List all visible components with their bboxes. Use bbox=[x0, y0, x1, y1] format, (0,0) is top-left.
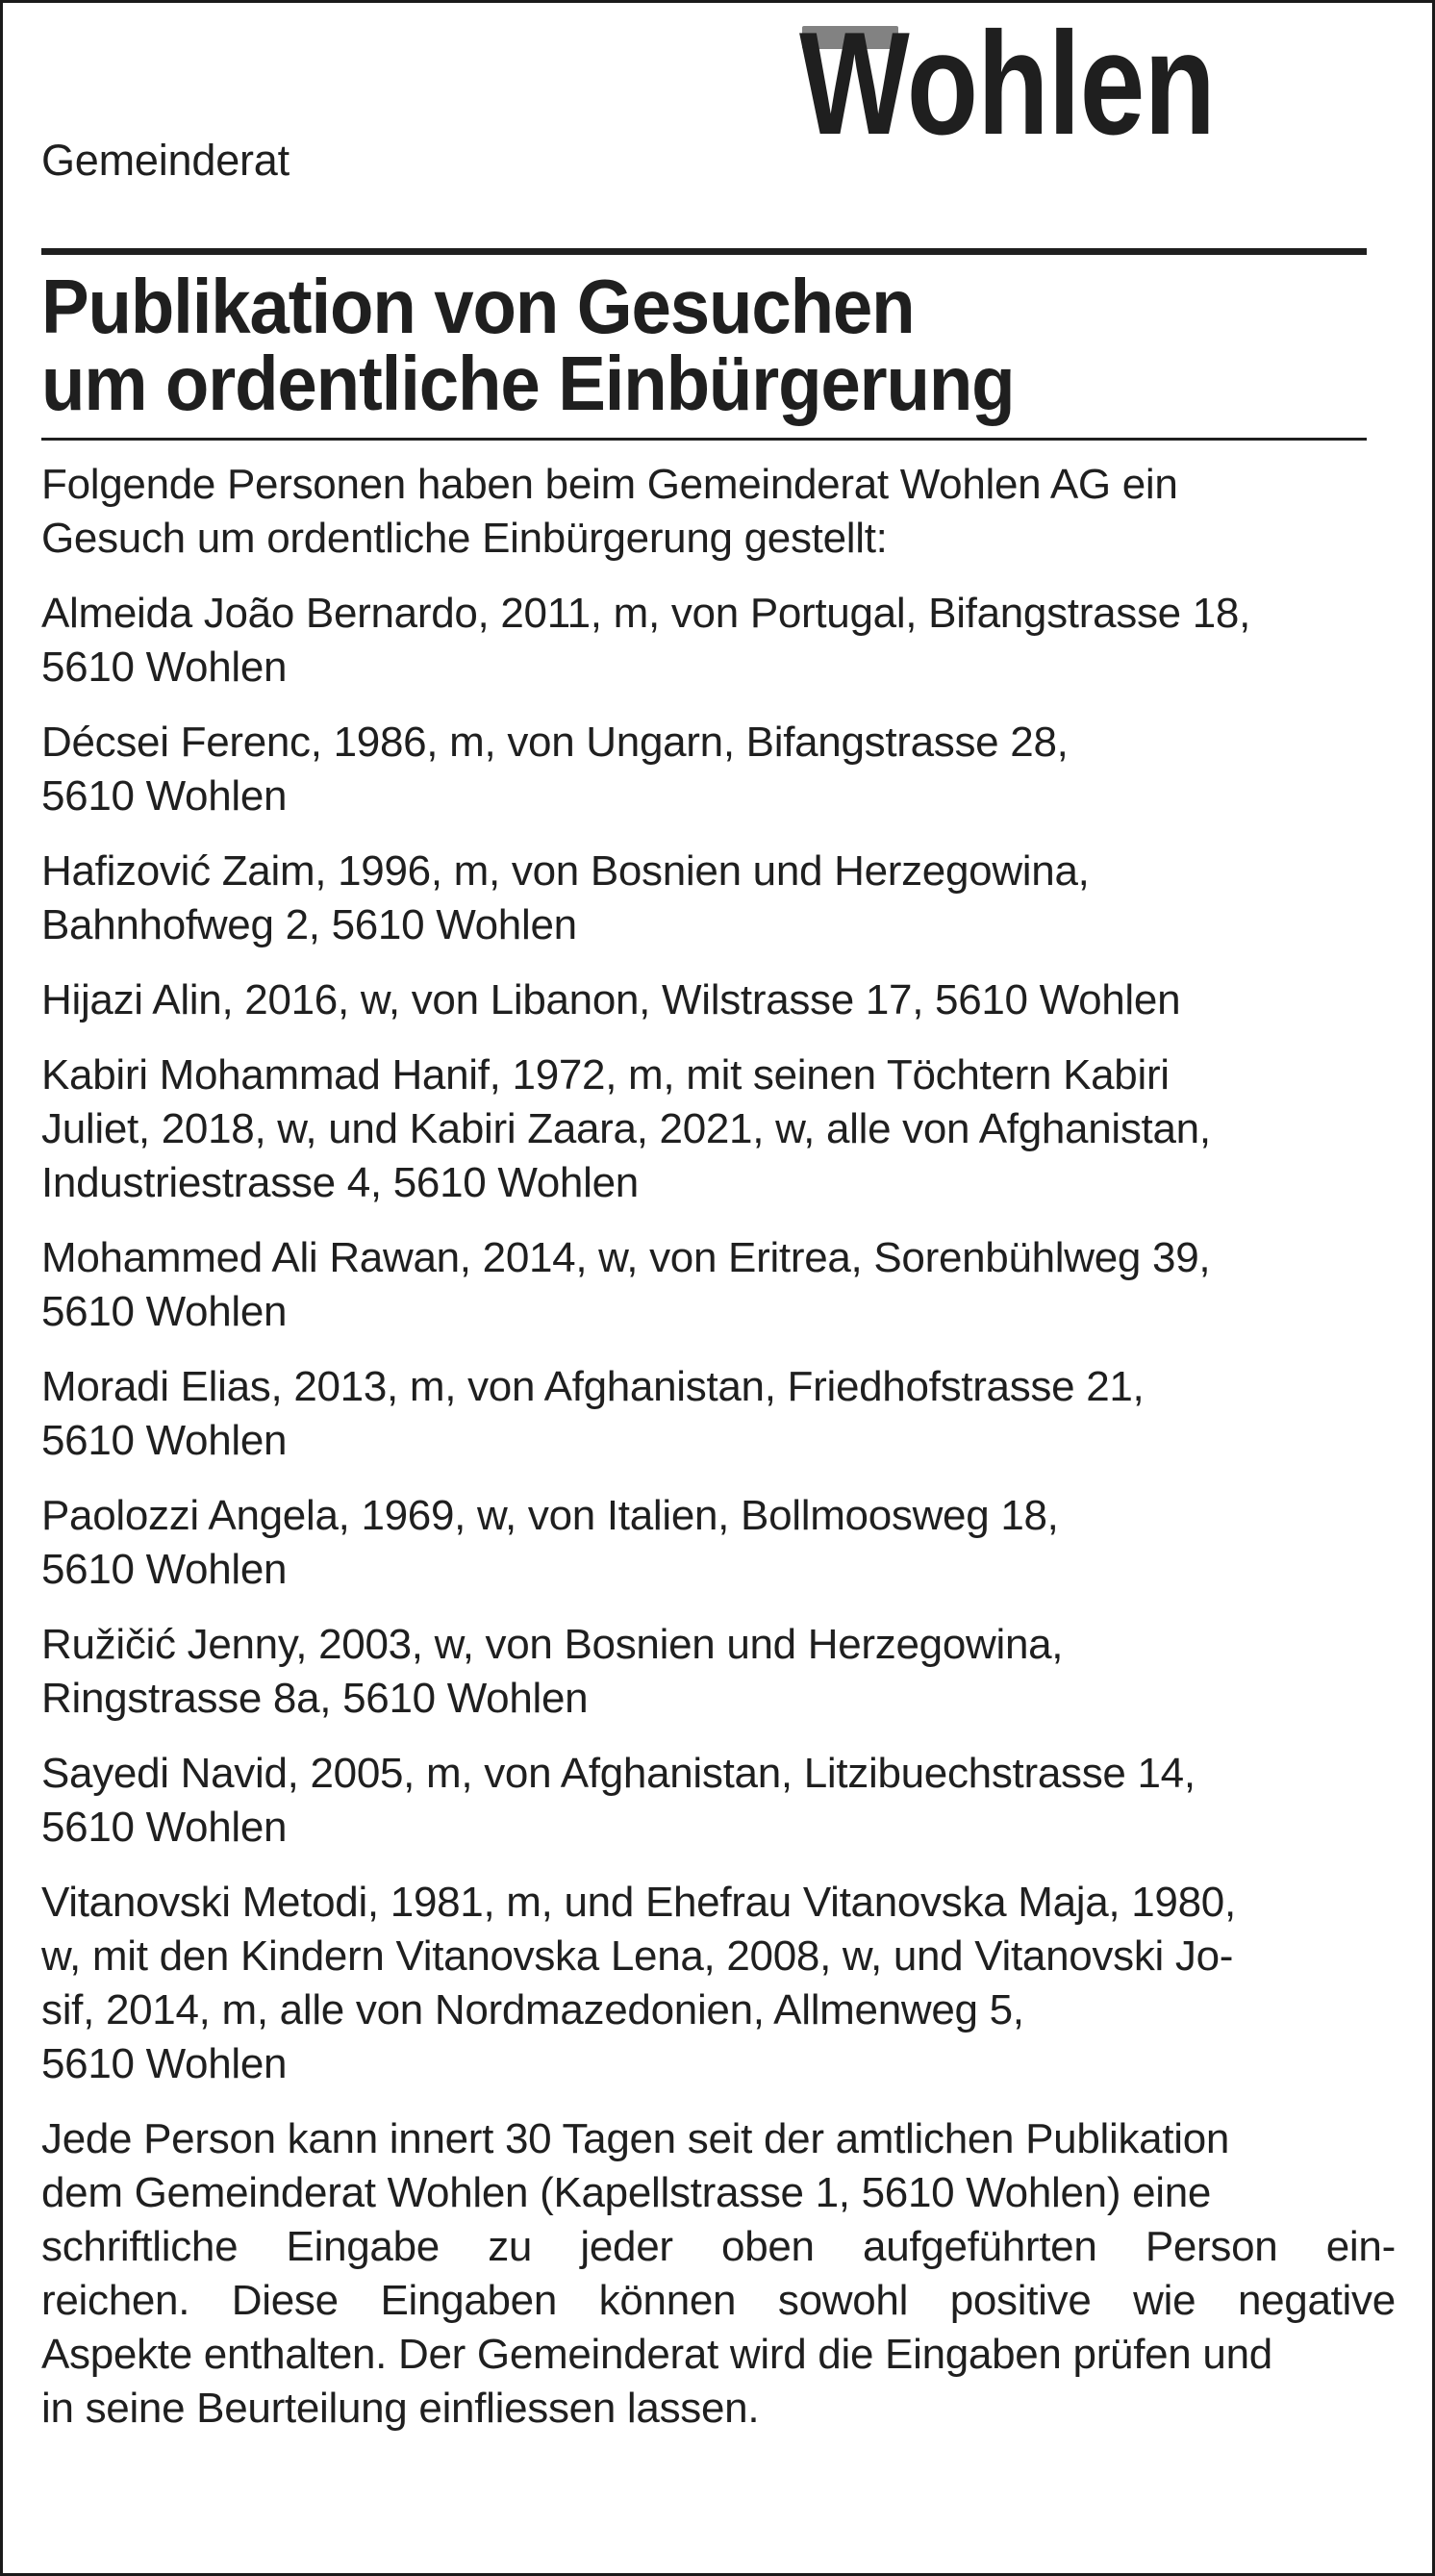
intro-paragraph bbox=[41, 458, 1396, 566]
document-body bbox=[41, 441, 1396, 2436]
entry-line: 5610 Wohlen bbox=[41, 1546, 288, 1593]
entry-line: Ringstrasse 8a, 5610 Wohlen bbox=[41, 1675, 589, 1722]
entry-line: Juliet, 2018, w, und Kabiri Zaara, 2021, w, alle von Afghanistan, bbox=[41, 1105, 1211, 1152]
entry-line: 5610 Wohlen bbox=[41, 644, 288, 691]
applicant-entry bbox=[41, 1489, 1396, 1597]
entry-line: 5610 Wohlen bbox=[41, 1417, 288, 1464]
closing-line-6: in seine Beurteilung einfliessen lassen. bbox=[41, 2385, 760, 2432]
entry-line: Vitanovski Metodi, 1981, m, und Ehefrau Vitanovska Maja, 1980, bbox=[41, 1879, 1236, 1926]
applicant-entry bbox=[41, 973, 1396, 1027]
closing-line-2: dem Gemeinderat Wohlen (Kapellstrasse 1, 5610 Wohlen) eine bbox=[41, 2169, 1212, 2216]
entry-line: Almeida João Bernardo, 2011, m, von Portugal, Bifangstrasse 18, bbox=[41, 590, 1251, 637]
entry-line: Paolozzi Angela, 1969, w, von Italien, Bollmoosweg 18, bbox=[41, 1492, 1059, 1539]
page-title-line-2: um ordentliche Einbürgerung bbox=[41, 341, 1015, 426]
page-inner bbox=[3, 3, 1432, 2573]
applicant-entry bbox=[41, 716, 1396, 823]
applicant-entry bbox=[41, 1747, 1396, 1855]
entry-line: Hafizović Zaim, 1996, m, von Bosnien und Herzegowina, bbox=[41, 847, 1090, 895]
page-title-line-1: Publikation von Gesuchen bbox=[41, 264, 915, 349]
entry-line: Ružičić Jenny, 2003, w, von Bosnien und Herzegowina, bbox=[41, 1621, 1064, 1668]
entry-line: 5610 Wohlen bbox=[41, 1288, 288, 1335]
entry-line: Industriestrasse 4, 5610 Wohlen bbox=[41, 1159, 639, 1206]
intro-line-1: Folgende Personen haben beim Gemeinderat Wohlen AG ein bbox=[41, 461, 1178, 508]
entry-line: Décsei Ferenc, 1986, m, von Ungarn, Bifangstrasse 28, bbox=[41, 719, 1069, 766]
entry-line: Kabiri Mohammad Hanif, 1972, m, mit seinen Töchtern Kabiri bbox=[41, 1051, 1170, 1099]
divider-thick bbox=[41, 248, 1367, 255]
applicant-entry bbox=[41, 1360, 1396, 1468]
applicant-entry bbox=[41, 845, 1396, 952]
applicant-entry bbox=[41, 1876, 1396, 2091]
entry-line: Mohammed Ali Rawan, 2014, w, von Eritrea, Sorenbühlweg 39, bbox=[41, 1234, 1211, 1281]
closing-line-1: Jede Person kann innert 30 Tagen seit der amtlichen Publikation bbox=[41, 2115, 1230, 2162]
entry-line: 5610 Wohlen bbox=[41, 1804, 288, 1851]
applicant-entry bbox=[41, 1231, 1396, 1339]
document-header bbox=[41, 3, 1396, 248]
closing-line-5: Aspekte enthalten. Der Gemeinderat wird die Eingaben prüfen und bbox=[41, 2331, 1272, 2378]
applicant-entry bbox=[41, 587, 1396, 695]
entry-line: Hijazi Alin, 2016, w, von Libanon, Wilstrasse 17, 5610 Wohlen bbox=[41, 976, 1181, 1023]
entry-line: sif, 2014, m, alle von Nordmazedonien, Allmenweg 5, bbox=[41, 1986, 1024, 2033]
entry-line: Moradi Elias, 2013, m, von Afghanistan, Friedhofstrasse 21, bbox=[41, 1363, 1145, 1410]
entry-line: Sayedi Navid, 2005, m, von Afghanistan, Litzibuechstrasse 14, bbox=[41, 1750, 1196, 1797]
entry-line: 5610 Wohlen bbox=[41, 2040, 288, 2087]
page-title bbox=[41, 255, 1396, 438]
intro-line-2: Gesuch um ordentliche Einbürgerung gestellt: bbox=[41, 515, 888, 562]
applicant-entry bbox=[41, 1618, 1396, 1726]
entry-line: w, mit den Kindern Vitanovska Lena, 2008, w, und Vitanovski Jo- bbox=[41, 1932, 1234, 1980]
logo-wordmark: Wohlen bbox=[799, 2, 1216, 165]
applicant-entry bbox=[41, 1048, 1396, 1210]
entry-line: Bahnhofweg 2, 5610 Wohlen bbox=[41, 901, 577, 948]
organisation-label: Gemeinderat bbox=[41, 136, 290, 185]
closing-line-4: reichen. Diese Eingaben können sowohl positive wie negative bbox=[41, 2277, 1396, 2324]
closing-paragraph bbox=[41, 2112, 1396, 2436]
wohlen-logo bbox=[799, 2, 1396, 165]
entry-line: 5610 Wohlen bbox=[41, 772, 288, 820]
closing-line-3: schriftliche Eingabe zu jeder oben aufgeführten Person ein- bbox=[41, 2223, 1396, 2270]
